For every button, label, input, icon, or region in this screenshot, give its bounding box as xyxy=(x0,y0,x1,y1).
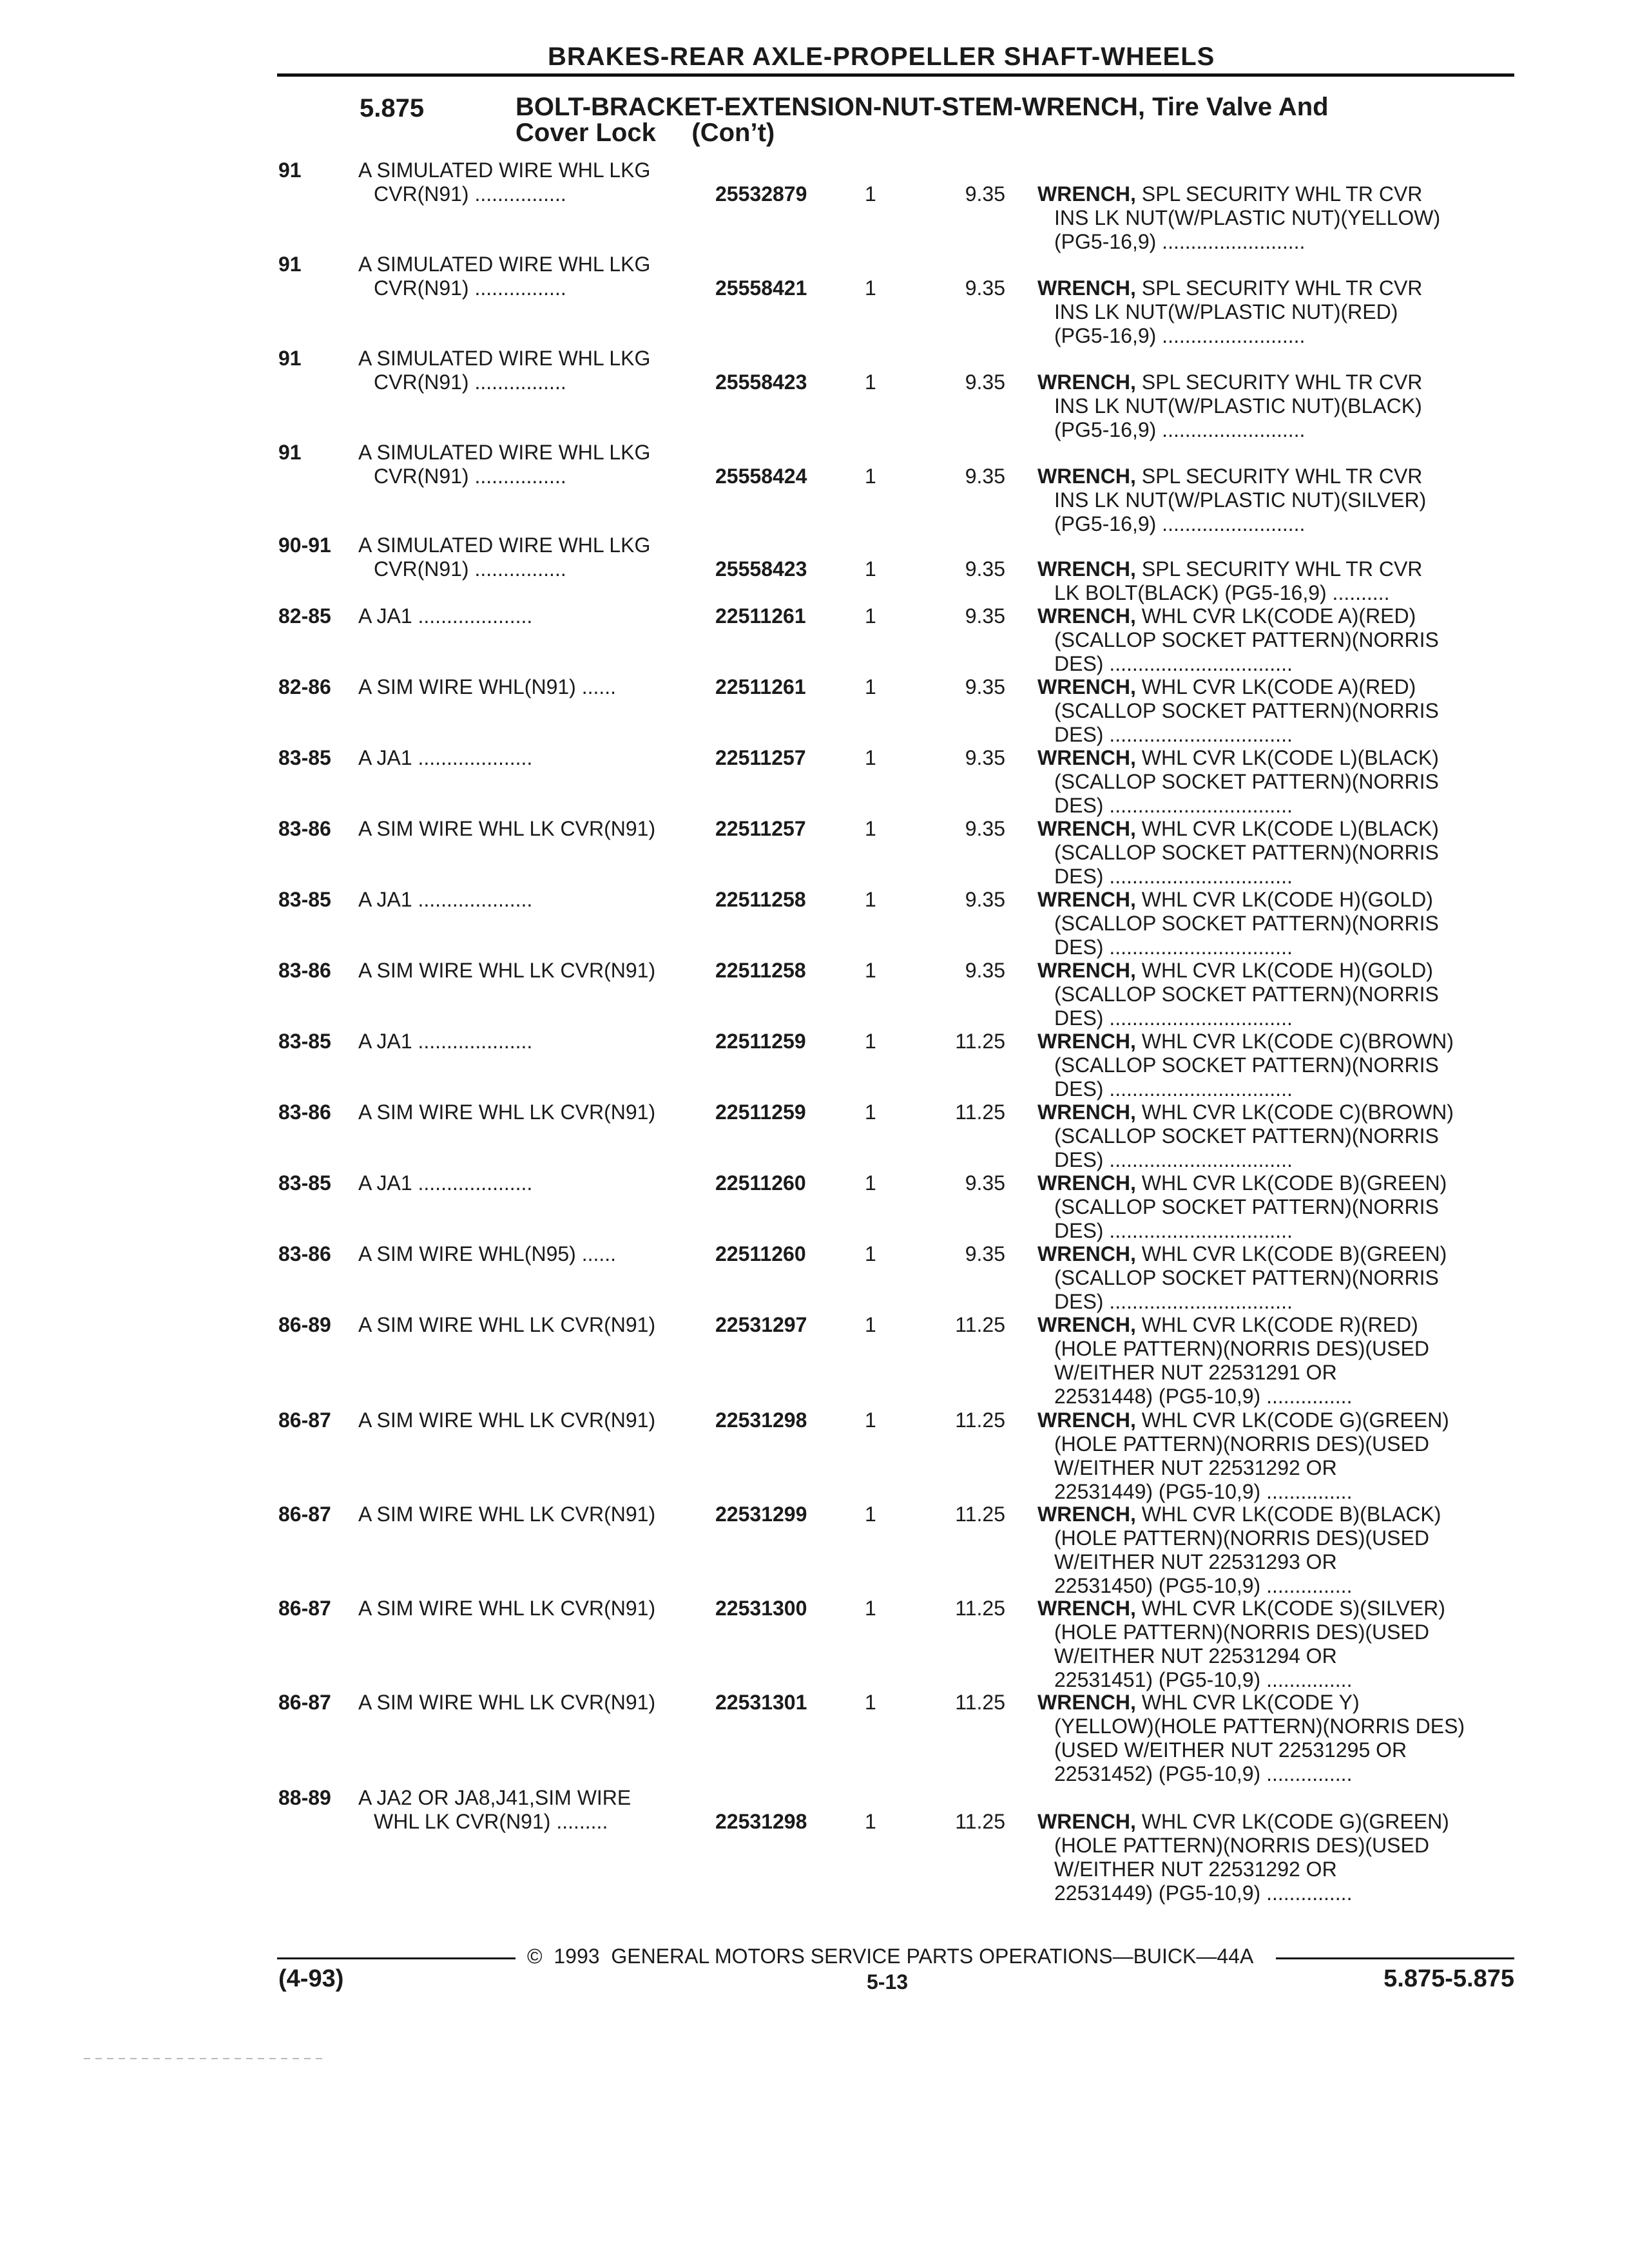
part-name-line: INS LK NUT(W/PLASTIC NUT)(YELLOW) xyxy=(1054,206,1441,229)
part-name-keyword: WRENCH, xyxy=(1037,557,1136,581)
description-line: WHL LK CVR(N91) ......... xyxy=(374,1810,608,1833)
price: 11.25 xyxy=(955,1810,1005,1833)
part-name-text: WHL CVR LK(CODE H)(GOLD) xyxy=(1135,888,1433,911)
part-name-text: WHL CVR LK(CODE B)(GREEN) xyxy=(1135,1171,1447,1195)
part-name-keyword: WRENCH, xyxy=(1037,1030,1136,1053)
part-name-line xyxy=(1037,276,1514,300)
part-number: 22531299 xyxy=(715,1503,807,1526)
model-year: 86-87 xyxy=(278,1503,331,1526)
part-number: 22511261 xyxy=(715,675,806,698)
model-year: 91 xyxy=(278,253,302,276)
part-name-line: W/EITHER NUT 22531293 OR xyxy=(1054,1550,1337,1573)
part-name xyxy=(1037,182,1514,254)
part-name-line: 22531452) (PG5-10,9) ............... xyxy=(1054,1762,1353,1785)
part-name-line: 22531451) (PG5-10,9) ............... xyxy=(1054,1668,1353,1691)
part-name-line: DES) ................................ xyxy=(1054,1290,1293,1313)
price: 11.25 xyxy=(955,1030,1005,1053)
quantity: 1 xyxy=(865,888,876,911)
model-year: 90-91 xyxy=(278,533,331,557)
part-name-line xyxy=(1037,817,1514,841)
section-title-line: Cover Lock (Con’t) xyxy=(516,119,775,147)
part-name-line: (SCALLOP SOCKET PATTERN)(NORRIS xyxy=(1054,912,1439,935)
description-line: A SIMULATED WIRE WHL LKG xyxy=(358,441,651,464)
part-name-line: (HOLE PATTERN)(NORRIS DES)(USED xyxy=(1054,1834,1429,1857)
quantity: 1 xyxy=(865,1313,876,1336)
part-name-text: WHL CVR LK(CODE L)(BLACK) xyxy=(1135,746,1439,769)
description-line: CVR(N91) ................ xyxy=(374,370,566,394)
price: 11.25 xyxy=(955,1100,1005,1124)
description-line: A SIM WIRE WHL LK CVR(N91) xyxy=(358,1408,656,1432)
quantity: 1 xyxy=(865,959,876,982)
part-name-keyword: WRENCH, xyxy=(1037,276,1136,300)
model-year: 82-86 xyxy=(278,675,331,698)
part-name xyxy=(1037,959,1514,1030)
part-number: 22531297 xyxy=(715,1313,807,1336)
part-name-text: SPL SECURITY WHL TR CVR xyxy=(1135,276,1423,300)
part-number: 25532879 xyxy=(715,182,807,206)
part-name-text: WHL CVR LK(CODE G)(GREEN) xyxy=(1135,1810,1449,1833)
part-name-line: DES) ................................ xyxy=(1054,1148,1293,1171)
part-name-text: WHL CVR LK(CODE G)(GREEN) xyxy=(1135,1408,1449,1432)
quantity: 1 xyxy=(865,817,876,840)
part-number: 22511259 xyxy=(715,1030,806,1053)
part-name-line: (YELLOW)(HOLE PATTERN)(NORRIS DES) xyxy=(1054,1715,1465,1738)
part-name-text: SPL SECURITY WHL TR CVR xyxy=(1135,370,1423,394)
part-name xyxy=(1037,888,1514,959)
price: 11.25 xyxy=(955,1503,1005,1526)
price: 9.35 xyxy=(965,746,1005,769)
part-name-keyword: WRENCH, xyxy=(1037,888,1136,911)
part-number: 22511260 xyxy=(715,1171,806,1195)
quantity: 1 xyxy=(865,675,876,698)
quantity: 1 xyxy=(865,1408,876,1432)
quantity: 1 xyxy=(865,276,876,300)
part-name-line: (SCALLOP SOCKET PATTERN)(NORRIS xyxy=(1054,1124,1439,1148)
quantity: 1 xyxy=(865,746,876,769)
part-name-line: DES) ................................ xyxy=(1054,865,1293,888)
part-name-line xyxy=(1037,557,1514,581)
application-description xyxy=(358,1691,700,1715)
price: 9.35 xyxy=(965,675,1005,698)
description-line: CVR(N91) ................ xyxy=(374,182,566,206)
part-name-keyword: WRENCH, xyxy=(1037,1691,1136,1714)
price: 9.35 xyxy=(965,276,1005,300)
application-description xyxy=(358,675,700,699)
part-name xyxy=(1037,817,1514,889)
price: 9.35 xyxy=(965,182,1005,206)
part-number: 22511260 xyxy=(715,1242,806,1265)
part-name-line: INS LK NUT(W/PLASTIC NUT)(SILVER) xyxy=(1054,488,1427,512)
part-name xyxy=(1037,1810,1514,1905)
price: 9.35 xyxy=(965,370,1005,394)
application-description xyxy=(358,817,700,841)
part-name xyxy=(1037,465,1514,536)
price: 9.35 xyxy=(965,604,1005,628)
application-description xyxy=(358,1786,700,1834)
price: 9.35 xyxy=(965,817,1005,840)
application-description xyxy=(358,1030,700,1053)
description-line: A JA1 .................... xyxy=(358,1171,533,1195)
part-name-line xyxy=(1037,465,1514,488)
part-name-line: DES) ................................ xyxy=(1054,794,1293,817)
part-name-text: WHL CVR LK(CODE H)(GOLD) xyxy=(1135,959,1433,982)
part-name-line: (SCALLOP SOCKET PATTERN)(NORRIS xyxy=(1054,1266,1439,1289)
part-name-text: WHL CVR LK(CODE C)(BROWN) xyxy=(1135,1100,1454,1124)
part-number: 22511257 xyxy=(715,746,806,769)
part-number: 22511257 xyxy=(715,817,806,840)
page-header-title: BRAKES-REAR AXLE-PROPELLER SHAFT-WHEELS xyxy=(548,43,1215,71)
application-description xyxy=(358,959,700,983)
model-year: 91 xyxy=(278,347,302,370)
part-name-text: SPL SECURITY WHL TR CVR xyxy=(1135,557,1423,581)
model-year: 86-87 xyxy=(278,1597,331,1620)
part-name-line: DES) ................................ xyxy=(1054,1077,1293,1100)
part-name-line: (SCALLOP SOCKET PATTERN)(NORRIS xyxy=(1054,628,1439,651)
part-name xyxy=(1037,1313,1514,1408)
part-name xyxy=(1037,675,1514,747)
model-year: 82-85 xyxy=(278,604,331,628)
description-line: A SIM WIRE WHL LK CVR(N91) xyxy=(358,817,656,840)
quantity: 1 xyxy=(865,557,876,581)
part-name-line xyxy=(1037,1242,1514,1266)
part-name-line: DES) ................................ xyxy=(1054,723,1293,746)
description-line: A SIM WIRE WHL LK CVR(N91) xyxy=(358,959,656,982)
part-name-line: 22531449) (PG5-10,9) ............... xyxy=(1054,1881,1353,1905)
model-year: 83-85 xyxy=(278,888,331,911)
part-name xyxy=(1037,1503,1514,1598)
part-name-text: SPL SECURITY WHL TR CVR xyxy=(1135,182,1423,206)
quantity: 1 xyxy=(865,182,876,206)
part-name-text: WHL CVR LK(CODE A)(RED) xyxy=(1135,604,1416,628)
part-name-text: WHL CVR LK(CODE Y) xyxy=(1135,1691,1360,1714)
price: 11.25 xyxy=(955,1691,1005,1714)
application-description xyxy=(358,1100,700,1124)
part-name-keyword: WRENCH, xyxy=(1037,959,1136,982)
description-line: A JA1 .................... xyxy=(358,888,533,911)
part-name-keyword: WRENCH, xyxy=(1037,182,1136,206)
description-line: A JA1 .................... xyxy=(358,1030,533,1053)
description-line: A SIM WIRE WHL LK CVR(N91) xyxy=(358,1503,656,1526)
model-year: 83-85 xyxy=(278,1030,331,1053)
footer-rule xyxy=(277,1957,516,1959)
part-name-line: 22531450) (PG5-10,9) ............... xyxy=(1054,1574,1353,1597)
part-number: 22511261 xyxy=(715,604,806,628)
part-name-line: W/EITHER NUT 22531291 OR xyxy=(1054,1361,1337,1384)
part-name-line: 22531448) (PG5-10,9) ............... xyxy=(1054,1385,1353,1408)
model-year: 86-87 xyxy=(278,1691,331,1714)
application-description xyxy=(358,1313,700,1337)
part-name-line xyxy=(1037,1691,1514,1715)
application-description xyxy=(358,159,700,206)
part-name-text: WHL CVR LK(CODE A)(RED) xyxy=(1135,675,1416,698)
part-name-line xyxy=(1037,604,1514,628)
part-name-line: (SCALLOP SOCKET PATTERN)(NORRIS xyxy=(1054,841,1439,864)
part-name xyxy=(1037,1597,1514,1692)
description-line: A JA1 .................... xyxy=(358,604,533,628)
footer-copyright: © 1993 GENERAL MOTORS SERVICE PARTS OPERATIONS—BUICK—44A xyxy=(527,1945,1254,1968)
part-name-line xyxy=(1037,1030,1514,1053)
part-name-keyword: WRENCH, xyxy=(1037,746,1136,769)
part-name xyxy=(1037,1408,1514,1504)
part-name-line xyxy=(1037,1171,1514,1195)
part-name-keyword: WRENCH, xyxy=(1037,465,1136,488)
description-line: CVR(N91) ................ xyxy=(374,557,566,581)
part-name-line: (HOLE PATTERN)(NORRIS DES)(USED xyxy=(1054,1432,1429,1456)
part-name-line xyxy=(1037,888,1514,912)
part-name-line xyxy=(1037,675,1514,699)
part-name-line: (PG5-16,9) ......................... xyxy=(1054,230,1306,253)
part-name-keyword: WRENCH, xyxy=(1037,675,1136,698)
part-name xyxy=(1037,1171,1514,1243)
part-name-keyword: WRENCH, xyxy=(1037,1503,1136,1526)
part-name-text: WHL CVR LK(CODE R)(RED) xyxy=(1135,1313,1418,1336)
part-number: 25558423 xyxy=(715,370,807,394)
application-description xyxy=(358,253,700,300)
application-description xyxy=(358,1503,700,1526)
scan-artifact xyxy=(84,2058,322,2059)
quantity: 1 xyxy=(865,1810,876,1833)
part-name xyxy=(1037,1242,1514,1314)
part-name-line: (SCALLOP SOCKET PATTERN)(NORRIS xyxy=(1054,770,1439,793)
description-line: A SIMULATED WIRE WHL LKG xyxy=(358,533,651,557)
price: 11.25 xyxy=(955,1313,1005,1336)
price: 9.35 xyxy=(965,888,1005,911)
part-name-line: LK BOLT(BLACK) (PG5-16,9) .......... xyxy=(1054,581,1390,604)
application-description xyxy=(358,746,700,770)
part-name-line: DES) ................................ xyxy=(1054,652,1293,675)
part-name-line xyxy=(1037,1810,1514,1834)
price: 9.35 xyxy=(965,465,1005,488)
part-name-line: (HOLE PATTERN)(NORRIS DES)(USED xyxy=(1054,1620,1429,1644)
part-number: 25558424 xyxy=(715,465,807,488)
part-name xyxy=(1037,1030,1514,1101)
application-description xyxy=(358,1242,700,1266)
description-line: A SIM WIRE WHL(N91) ...... xyxy=(358,675,617,698)
model-year: 83-86 xyxy=(278,959,331,982)
application-description xyxy=(358,1171,700,1195)
section-title-line: BOLT-BRACKET-EXTENSION-NUT-STEM-WRENCH, Tire Valve And xyxy=(516,93,1329,121)
part-name-line: DES) ................................ xyxy=(1054,1006,1293,1030)
part-name-text: WHL CVR LK(CODE C)(BROWN) xyxy=(1135,1030,1454,1053)
application-description xyxy=(358,1408,700,1432)
quantity: 1 xyxy=(865,370,876,394)
price: 9.35 xyxy=(965,959,1005,982)
footer-date: (4-93) xyxy=(278,1965,344,1992)
description-line: A SIMULATED WIRE WHL LKG xyxy=(358,159,651,182)
price: 11.25 xyxy=(955,1597,1005,1620)
description-line: A SIM WIRE WHL LK CVR(N91) xyxy=(358,1100,656,1124)
part-name-line: 22531449) (PG5-10,9) ............... xyxy=(1054,1480,1353,1503)
part-name-line: DES) ................................ xyxy=(1054,936,1293,959)
part-name xyxy=(1037,1691,1514,1786)
part-name-line: (PG5-16,9) ......................... xyxy=(1054,512,1306,535)
part-name xyxy=(1037,370,1514,442)
part-number: 25558423 xyxy=(715,557,807,581)
part-name-line: (HOLE PATTERN)(NORRIS DES)(USED xyxy=(1054,1337,1429,1360)
part-name-text: SPL SECURITY WHL TR CVR xyxy=(1135,465,1423,488)
quantity: 1 xyxy=(865,1503,876,1526)
part-name xyxy=(1037,1100,1514,1172)
part-name-keyword: WRENCH, xyxy=(1037,1100,1136,1124)
part-name-line: (SCALLOP SOCKET PATTERN)(NORRIS xyxy=(1054,1053,1439,1077)
part-name-line: W/EITHER NUT 22531292 OR xyxy=(1054,1456,1337,1479)
part-number: 22511258 xyxy=(715,959,806,982)
part-name-line: INS LK NUT(W/PLASTIC NUT)(RED) xyxy=(1054,300,1398,323)
application-description xyxy=(358,888,700,912)
part-name-line: INS LK NUT(W/PLASTIC NUT)(BLACK) xyxy=(1054,394,1422,418)
part-name-line: (SCALLOP SOCKET PATTERN)(NORRIS xyxy=(1054,699,1439,722)
application-description xyxy=(358,1597,700,1620)
quantity: 1 xyxy=(865,1597,876,1620)
model-year: 88-89 xyxy=(278,1786,331,1809)
part-name-line xyxy=(1037,1408,1514,1432)
quantity: 1 xyxy=(865,1030,876,1053)
part-number: 22511259 xyxy=(715,1100,806,1124)
part-name-text: WHL CVR LK(CODE L)(BLACK) xyxy=(1135,817,1439,840)
part-name-line xyxy=(1037,746,1514,770)
part-name-keyword: WRENCH, xyxy=(1037,604,1136,628)
part-name-line: (SCALLOP SOCKET PATTERN)(NORRIS xyxy=(1054,983,1439,1006)
part-name-line: (PG5-16,9) ......................... xyxy=(1054,324,1306,347)
part-name-keyword: WRENCH, xyxy=(1037,1810,1136,1833)
part-name-line: (HOLE PATTERN)(NORRIS DES)(USED xyxy=(1054,1526,1429,1550)
part-number: 22531300 xyxy=(715,1597,807,1620)
price: 9.35 xyxy=(965,557,1005,581)
quantity: 1 xyxy=(865,465,876,488)
quantity: 1 xyxy=(865,604,876,628)
model-year: 83-85 xyxy=(278,746,331,769)
model-year: 91 xyxy=(278,441,302,464)
part-name-line: W/EITHER NUT 22531292 OR xyxy=(1054,1858,1337,1881)
quantity: 1 xyxy=(865,1100,876,1124)
part-name-line xyxy=(1037,1100,1514,1124)
description-line: A SIM WIRE WHL LK CVR(N91) xyxy=(358,1691,656,1714)
part-name-keyword: WRENCH, xyxy=(1037,1171,1136,1195)
quantity: 1 xyxy=(865,1691,876,1714)
description-line: A SIMULATED WIRE WHL LKG xyxy=(358,347,651,370)
model-year: 83-86 xyxy=(278,1242,331,1265)
description-line: A SIM WIRE WHL LK CVR(N91) xyxy=(358,1313,656,1336)
quantity: 1 xyxy=(865,1171,876,1195)
application-description xyxy=(358,441,700,488)
part-name-text: WHL CVR LK(CODE B)(GREEN) xyxy=(1135,1242,1447,1265)
part-name-line xyxy=(1037,1503,1514,1526)
price: 11.25 xyxy=(955,1408,1005,1432)
part-name xyxy=(1037,604,1514,676)
part-name-line xyxy=(1037,1597,1514,1620)
part-name-line xyxy=(1037,182,1514,206)
part-name-line: (USED W/EITHER NUT 22531295 OR xyxy=(1054,1738,1407,1762)
part-name-line: W/EITHER NUT 22531294 OR xyxy=(1054,1644,1337,1667)
application-description xyxy=(358,347,700,394)
part-name xyxy=(1037,276,1514,348)
part-number: 22531301 xyxy=(715,1691,807,1714)
quantity: 1 xyxy=(865,1242,876,1265)
part-name-line: (PG5-16,9) ......................... xyxy=(1054,418,1306,441)
application-description xyxy=(358,533,700,581)
part-number: 22531298 xyxy=(715,1810,807,1833)
part-number: 22531298 xyxy=(715,1408,807,1432)
part-name-text: WHL CVR LK(CODE S)(SILVER) xyxy=(1135,1597,1445,1620)
part-name-line xyxy=(1037,1313,1514,1337)
part-name-line xyxy=(1037,370,1514,394)
part-name xyxy=(1037,557,1514,605)
part-name-keyword: WRENCH, xyxy=(1037,1313,1136,1336)
model-year: 83-86 xyxy=(278,817,331,840)
part-name-line: DES) ................................ xyxy=(1054,1219,1293,1242)
part-name-keyword: WRENCH, xyxy=(1037,1597,1136,1620)
model-year: 86-87 xyxy=(278,1408,331,1432)
section-number: 5.875 xyxy=(360,94,425,122)
price: 9.35 xyxy=(965,1242,1005,1265)
part-name-keyword: WRENCH, xyxy=(1037,817,1136,840)
model-year: 83-86 xyxy=(278,1100,331,1124)
model-year: 83-85 xyxy=(278,1171,331,1195)
description-line: A JA2 OR JA8,J41,SIM WIRE xyxy=(358,1786,631,1809)
part-name-keyword: WRENCH, xyxy=(1037,1408,1136,1432)
footer-page-number: 5-13 xyxy=(867,1970,909,1994)
part-name-keyword: WRENCH, xyxy=(1037,1242,1136,1265)
description-line: A SIMULATED WIRE WHL LKG xyxy=(358,253,651,276)
description-line: CVR(N91) ................ xyxy=(374,276,566,300)
description-line: A JA1 .................... xyxy=(358,746,533,769)
description-line: A SIM WIRE WHL LK CVR(N91) xyxy=(358,1597,656,1620)
description-line: CVR(N91) ................ xyxy=(374,465,566,488)
part-name-text: WHL CVR LK(CODE B)(BLACK) xyxy=(1135,1503,1441,1526)
part-number: 25558421 xyxy=(715,276,807,300)
footer-rule xyxy=(1276,1957,1514,1959)
part-number: 22511258 xyxy=(715,888,806,911)
part-name-keyword: WRENCH, xyxy=(1037,370,1136,394)
footer-section-range: 5.875-5.875 xyxy=(1383,1965,1514,1992)
part-name-line xyxy=(1037,959,1514,983)
price: 9.35 xyxy=(965,1171,1005,1195)
model-year: 91 xyxy=(278,159,302,182)
application-description xyxy=(358,604,700,628)
model-year: 86-89 xyxy=(278,1313,331,1336)
description-line: A SIM WIRE WHL(N95) ...... xyxy=(358,1242,617,1265)
part-name xyxy=(1037,746,1514,818)
part-name-line: (SCALLOP SOCKET PATTERN)(NORRIS xyxy=(1054,1195,1439,1218)
